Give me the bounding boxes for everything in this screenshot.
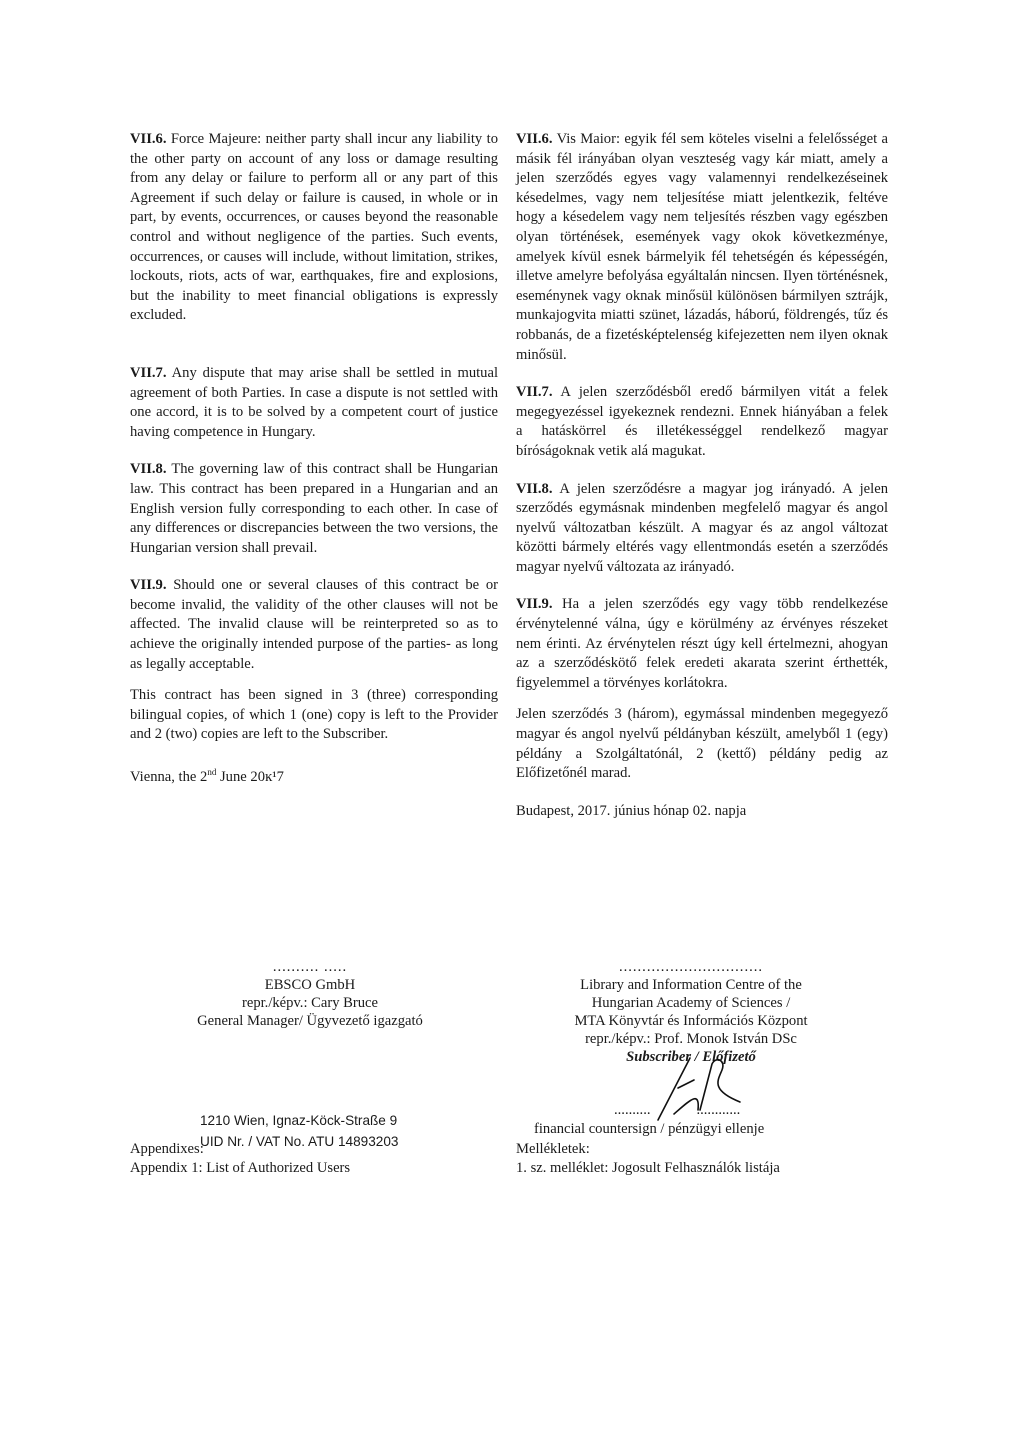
clause-number: VII.7.: [130, 364, 167, 381]
clause-number: VII.8.: [130, 461, 167, 478]
clause-number: VII.9.: [516, 596, 553, 613]
clause-number: VII.9.: [130, 577, 167, 594]
clause-vii8-en: [130, 460, 498, 558]
subscriber-name-line: MTA Könyvtár és Információs Központ: [574, 1013, 808, 1029]
signature-line: .......... .....: [272, 959, 348, 975]
provider-company: EBSCO GmbH: [264, 977, 356, 993]
address-street: 1210 Wien, Ignaz-Köck-Straße 9: [200, 1113, 398, 1128]
subscriber-name-line: Hungarian Academy of Sciences /: [591, 995, 791, 1011]
clause-vii9-hu: [516, 595, 888, 693]
clause-vii7-en: [130, 364, 498, 442]
clause-text: The governing law of this contract shall be Hungarian law. This contract has been prepared in a Hungarian and an English version fully corresponding to each other. In case of any differences or discrepancies between the two versions, the Hungarian version shall prevail.: [130, 461, 498, 556]
clause-vii6-hu: [516, 130, 888, 365]
countersign-line: .......... ............: [614, 1102, 741, 1118]
date-hu: Budapest, 2017. június hónap 02. napja: [516, 802, 747, 819]
appendix-en: [130, 1140, 350, 1178]
appendix-title: Appendixes:: [130, 1141, 204, 1157]
financial-countersign: [534, 1101, 764, 1139]
subscriber-name-line: Library and Information Centre of the: [580, 977, 802, 993]
countersign-label: financial countersign / pénzügyi ellenje: [534, 1121, 765, 1137]
signed-copies-en: This contract has been signed in 3 (three) corresponding bilingual copies, of which 1 (one) copy is left to the Provider and 2 (two) copies are left to the Subscriber.: [130, 687, 498, 743]
vat-number: UID Nr. / VAT No. ATU 14893203: [200, 1134, 399, 1149]
clause-vii9-en: [130, 576, 498, 674]
clause-text: Vis Maior: egyik fél sem köteles viselni a felelősséget a másik fél irányában olyan veszteség vagy kár miatt, amely a jelen szerződés egyes vagy valamennyi rendelkezéseinek késedelmes, vagy nem teljesítése miatt jelentkezik, feltéve hogy a késedelem vagy nem teljesítés részben vagy egészben olyan történések, események vagy okok következménye, amelyek kívül esnek bármelyik fél tehetségén és képességén, illetve amelyre befolyása egyáltalán nincsen. Ilyen történésnek, eseménynek vagy oknak minősül különösen bármilyen sztrájk, munkajogvita miatti szünet, lázadás, háború, földrengés, tűz és robbanás, de a fizetésképtelenség kifejezetten nem ilyen oknak minősül.: [516, 131, 888, 363]
clause-vii6-en: [130, 130, 498, 326]
english-column: [130, 130, 498, 787]
appendix-item: Appendix 1: List of Authorized Users: [130, 1160, 351, 1176]
signature-line: ...............................: [618, 959, 764, 975]
signed-copies-hu: Jelen szerződés 3 (három), egymással mindenben megegyező magyar és angol nyelvű példányban készült, amelyből 1 (egy) példány a Szolgáltatónál, 2 (kettő) példány pedig az Előfizetőnél marad.: [516, 706, 888, 782]
subscriber-representative: repr./képv.: Prof. Monok István DSc: [585, 1031, 797, 1047]
clause-text: Should one or several clauses of this contract be or become invalid, the validity of the other clauses will not be affected. The invalid clause will be reinterpreted so as to achieve the originally intended purpose of the parties- as long as legally acceptable.: [130, 577, 498, 672]
clause-number: VII.6.: [516, 131, 553, 147]
clause-text: Ha a jelen szerződés egy vagy több rendelkezése érvénytelenné válna, úgy e körülmény az érvényes részeket nem érinti. Az érvénytelen részt úgy kell értelmezni, ahogyan az a szerződéskötő felek eredeti akarata szerint érthették, figyelemmel a törvényes korlátokra.: [516, 596, 888, 691]
appendix-item: 1. sz. melléklet: Jogosult Felhasználók listája: [516, 1160, 780, 1176]
provider-role: General Manager/ Ügyvezető igazgató: [197, 1013, 423, 1029]
appendix-hu: [516, 1140, 780, 1178]
appendix-title: Mellékletek:: [516, 1141, 590, 1157]
clause-vii7-hu: [516, 383, 888, 461]
provider-representative: repr./képv.: Cary Bruce: [241, 995, 379, 1011]
date-en: Vienna, the 2nd June 20ĸ¹7: [130, 767, 284, 785]
clause-text: A jelen szerződésből eredő bármilyen vitát a felek megegyezéssel igyekeznek rendezni. Ennek hiányában a felek a hatáskörrel és illetékességgel rendelkező magyar bíróságoknak vetik alá magukat.: [516, 384, 888, 459]
clause-number: VII.7.: [516, 384, 553, 401]
clause-number: VII.6.: [130, 131, 167, 147]
clause-text: A jelen szerződésre a magyar jog irányadó. A jelen szerződés egymásnak mindenben megfelelő magyar és angol nyelvű változatban készült. A magyar és az angol változat közötti bármely eltérés vagy ellentmondás esetén a szerződés magyar nyelvű változata az irányadó.: [516, 480, 888, 575]
clause-text: Any dispute that may arise shall be settled in mutual agreement of both Parties. In case a dispute is not settled with one accord, it is to be solved by a competent court of justice having competence in Hungary.: [130, 364, 498, 440]
provider-signature-block: [150, 958, 470, 1030]
hungarian-column: [516, 130, 888, 821]
subscriber-role: Subscriber / Előfizető: [626, 1049, 756, 1065]
clause-vii8-hu: [516, 480, 888, 578]
clause-text: Force Majeure: neither party shall incur any liability to the other party on account of any loss or damage resulting from any delay or failure to perform all or any part of this Agreement if such delay or failure is caused, in whole or in part, by events, occurrences, or causes beyond the reasonable control and without negligence of the parties. Such events, occurrences, or causes will include, without limitation, strikes, lockouts, riots, acts of war, earthquakes, fire and explosions, but the inability to meet financial obligations is expressly excluded.: [130, 131, 498, 324]
clause-number: VII.8.: [516, 480, 553, 497]
